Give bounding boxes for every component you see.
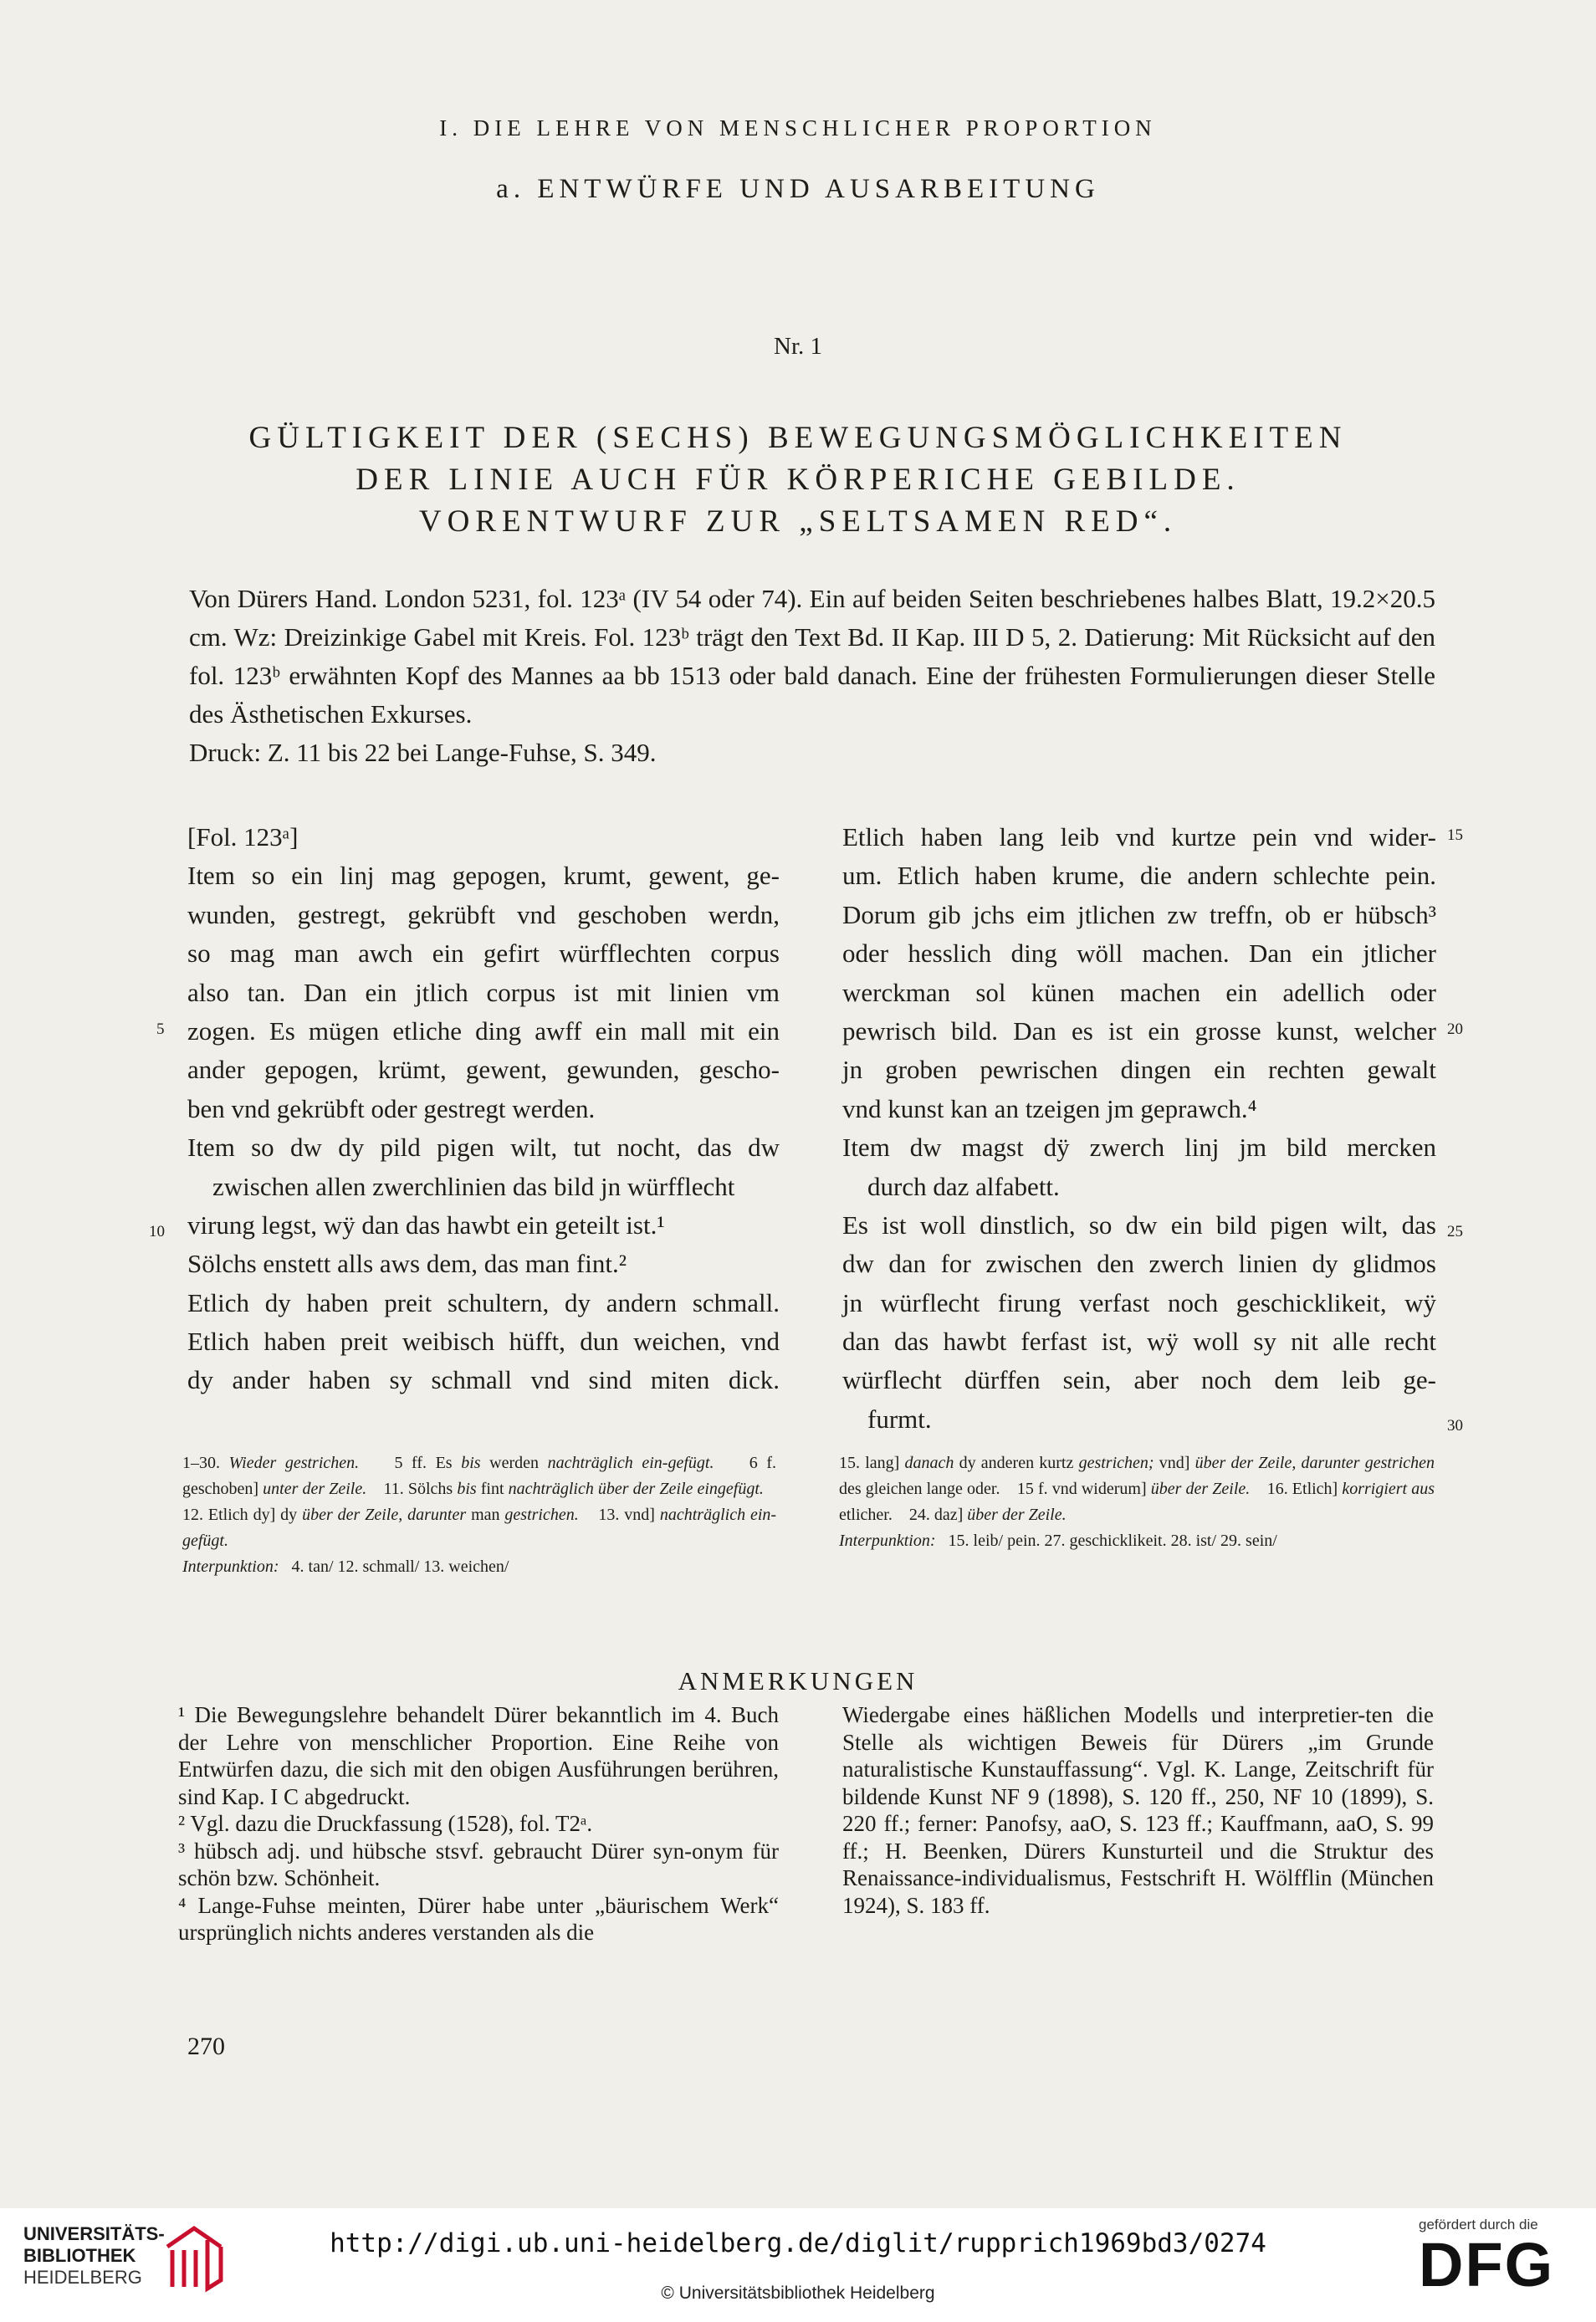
text-line: dw dan for zwischen den zwerch linien dy glidmos [842,1249,1436,1279]
line-number: 10 [149,1223,165,1240]
text-line: zogen. Es mügen etliche ding awff ein mall mit ein [187,1015,780,1046]
dfg-logo: DFG [1419,2230,1555,2299]
apparatus-punctuation: Interpunktion: 4. tan/ 12. schmall/ 13. weichen/ [182,1557,509,1576]
footnote: ² Vgl. dazu die Druckfassung (1528), fol. T2ᵃ. [178,1811,593,1836]
text-line: jn würflecht firung verfast noch geschicklikeit, wÿ [842,1287,1436,1317]
text-line: wunden, gestregt, gekrübft vnd geschoben werdn, [187,899,780,929]
source-description [189,580,1435,772]
entry-number: Nr. 1 [774,333,822,360]
line-number: 20 [1447,1020,1463,1038]
apparatus-note: 1–30. Wieder gestrichen. 5 ff. Es bis werden nachträglich ein-gefügt. 6 f. geschoben] unter der Zeile. 11. Sölchs bis fint nachträglich über der Zeile eingefügt. 12. Etlich dy] dy über der Zeile, darunter man gestrichen. 13. vnd] nachträglich ein-gefügt. [182,1454,777,1550]
text-line: Dorum gib jchs eim jtlichen zw treffn, ob er hübsch³ [842,899,1436,929]
text-line: durch daz alfabett. [867,1171,1060,1201]
apparatus-note: 15. lang] danach dy anderen kurtz gestrichen; vnd] über der Zeile, darunter gestrichen des gleichen lange oder. 15 f. vnd widerum] über der Zeile. 16. Etlich] korrigiert aus etlicher. 24. daz] über der Zeile. [839,1454,1435,1524]
text-line: virung legst, wÿ dan das hawbt ein geteilt ist.¹ [187,1210,665,1240]
text-line: oder hesslich ding wöll machen. Dan ein jtlicher [842,939,1436,969]
text-line: also tan. Dan ein jtlich corpus ist mit linien vm [187,977,780,1007]
apparatus-punctuation: Interpunktion: 15. leib/ pein. 27. geschicklikeit. 28. ist/ 29. sein/ [839,1532,1277,1550]
text-column-right [842,818,1436,1439]
page-number: 270 [187,2033,225,2060]
subsection-heading: a. ENTWÜRFE UND AUSARBEITUNG [496,174,1100,204]
line-number: 5 [156,1020,165,1038]
text-line: ander gepogen, krümt, gewent, gewunden, gescho- [187,1055,780,1085]
footnote: ³ hübsch adj. und hübsche stsvf. gebraucht Dürer syn-onym für schön bzw. Schönheit. [178,1838,779,1890]
text-line: jn groben pewrischen dingen ein rechten gewalt [842,1055,1436,1085]
footnotes-left [178,1701,779,1946]
text-line: Etlich dy haben preit schultern, dy andern schmall. [187,1287,780,1317]
copyright-notice: © Universitätsbibliothek Heidelberg [661,2284,935,2303]
footnote: ⁴ Lange-Fuhse meinten, Dürer habe unter „bäurischem Werk“ ursprünglich nichts anderes verstanden als die [178,1892,779,1945]
digitization-banner [0,2208,1596,2322]
text-column-left [187,818,780,1400]
text-line: pewrisch bild. Dan es ist ein grosse kunst, welcher [842,1015,1436,1046]
text-line: werckman sol künen machen ein adellich oder [842,977,1436,1007]
text-line: vnd kunst kan an tzeigen jm geprawch.⁴ [842,1093,1257,1123]
text-line: Es ist woll dinstlich, so dw ein bild pigen wilt, das [842,1210,1436,1240]
text-line: Etlich haben lang leib vnd kurtze pein vnd wider- [842,822,1436,852]
section-heading: I. DIE LEHRE VON MENSCHLICHER PROPORTION [439,115,1157,141]
permalink-url[interactable]: http://digi.ub.uni-heidelberg.de/diglit/rupprich1969bd3/0274 [330,2228,1266,2258]
text-line: Item so dw dy pild pigen wilt, tut nocht, das dw [187,1133,780,1163]
footnotes-right [842,1701,1434,1919]
anmerkungen-heading: ANMERKUNGEN [678,1666,918,1695]
footnote: ¹ Die Bewegungslehre behandelt Dürer bekanntlich im 4. Buch der Lehre von menschlicher Proportion. Eine Reihe von Entwürfen dazu, die sich mit den obigen Ausführungen berühren, sind Kap. I C abgedruckt. [178,1702,779,1809]
apparatus-right [839,1450,1435,1554]
folio-marker: [Fol. 123ᵃ] [187,822,299,852]
text-line: zwischen allen zwerchlinien das bild jn würfflecht [212,1171,735,1201]
print-reference: Druck: Z. 11 bis 22 bei Lange-Fuhse, S. 349. [189,738,657,767]
text-line: um. Etlich haben krume, die andern schlechte pein. [842,861,1436,891]
line-number: 25 [1447,1223,1463,1240]
text-line: dy ander haben sy schmall vnd sind miten dick. [187,1365,780,1395]
description-paragraph: Von Dürers Hand. London 5231, fol. 123ᵃ (IV 54 oder 74). Ein auf beiden Seiten beschriebenes halbes Blatt, 19.2×20.5 cm. Wz: Dreizinkige Gabel mit Kreis. Fol. 123ᵇ trägt den Text Bd. II Kap. III D 5, 2. Datierung: Mit Rücksicht auf den fol. 123ᵇ erwähnten Kopf des Mannes aa bb 1513 oder bald danach. Eine der frühesten Formulierungen dieser Stelle des Ästhetischen Exkurses. [189,584,1435,729]
entry-title-line-3: VORENTWURF ZUR „SELTSAMEN RED“. [418,504,1178,539]
line-number: 30 [1447,1417,1463,1435]
text-line: Item dw magst dÿ zwerch linj jm bild mercken [842,1133,1436,1163]
text-line: furmt. [867,1404,932,1434]
text-line: Item so ein linj mag gepogen, krumt, gewent, ge- [187,861,780,891]
funding-caption: gefördert durch die [1419,2217,1538,2232]
apparatus-left [182,1450,776,1580]
text-line: würflecht dürffen sein, aber noch dem leib ge- [842,1365,1436,1395]
entry-title-line-2: DER LINIE AUCH FÜR KÖRPERICHE GEBILDE. [356,463,1240,497]
text-line: so mag man awch ein gefirt würfflechten corpus [187,939,780,969]
text-line: ben vnd gekrübft oder gestregt werden. [187,1093,596,1123]
entry-title-line-1: GÜLTIGKEIT DER (SECHS) BEWEGUNGSMÖGLICHKEITEN [248,421,1348,455]
line-number: 15 [1447,826,1463,844]
text-line: Etlich haben preit weibisch hüfft, dun weichen, vnd [187,1327,780,1357]
footnote-continued: Wiedergabe eines häßlichen Modells und interpretier-ten die Stelle als wichtigen Beweis für Dürers „im Grunde naturalistische Kunstauffassung“. Vgl. K. Lange, Zeitschrift für bildende Kunst NF 9 (1898), S. 120 ff., 250, NF 10 (1899), S. 220 ff.; ferner: Panofsy, aaO, S. 123 ff.; Kauffmann, aaO, S. 99 ff.; H. Beenken, Dürers Kunsturteil und die Struktur des Renaissance-individualismus, Festschrift H. Wölfflin (München 1924), S. 183 ff. [842,1702,1434,1918]
text-line: dan das hawbt ferfast ist, wÿ woll sy nit alle recht [842,1327,1436,1357]
library-name: UNIVERSITÄTS- BIBLIOTHEK HEIDELBERG [23,2223,165,2288]
text-line: Sölchs enstett alls aws dem, das man fint.² [187,1249,627,1279]
